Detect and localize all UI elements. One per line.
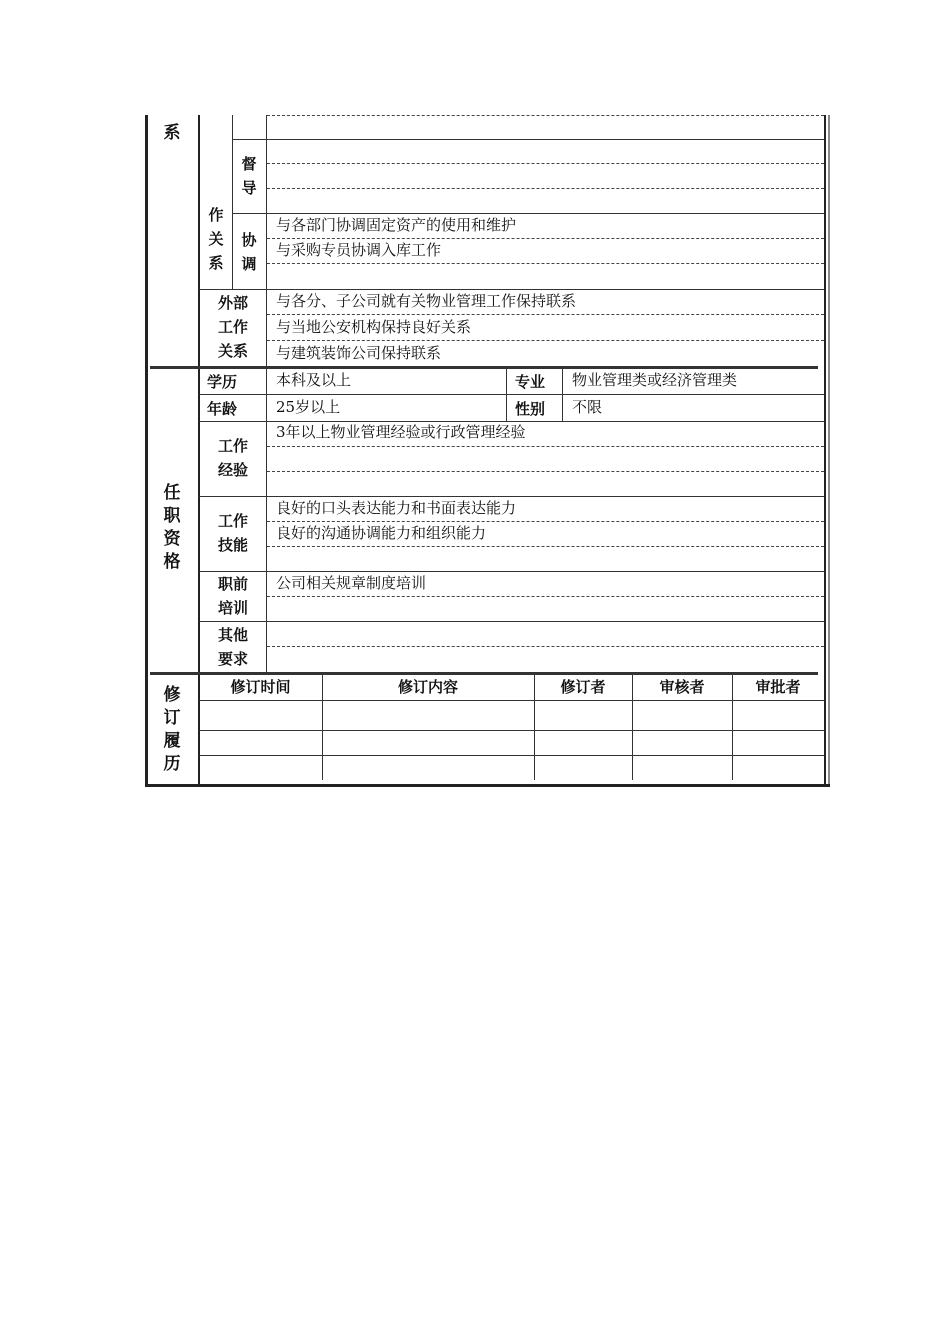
dashed-line	[267, 646, 824, 647]
external-item: 与当地公安机构保持良好关系	[276, 318, 472, 336]
row-line	[199, 755, 824, 756]
external-relations-label: 外部 工作 关系	[217, 294, 248, 360]
outer-right-shadow	[828, 115, 830, 787]
dashed-line	[267, 340, 824, 341]
section-relations-label: 系	[163, 123, 181, 143]
row-line	[199, 730, 824, 731]
row-line	[199, 700, 824, 701]
dashed-line	[267, 471, 824, 472]
section-qualifications-label: 任 职 资 格	[163, 483, 181, 572]
revision-header-reviewer: 审核者	[659, 678, 705, 696]
row-line	[199, 621, 824, 622]
separator-relations-qualifications	[150, 366, 818, 369]
dashed-line	[267, 446, 824, 447]
row-line	[199, 571, 824, 572]
row-line	[199, 289, 824, 290]
outer-bottom-border	[145, 784, 830, 787]
experience-item: 3年以上物业管理经验或行政管理经验	[276, 423, 526, 441]
coordinate-item: 与各部门协调固定资产的使用和维护	[276, 216, 517, 234]
external-item: 与各分、子公司就有关物业管理工作保持联系	[276, 292, 577, 310]
internal-relations-label: 作 关 系	[208, 206, 224, 272]
internal-subcolumn-line	[232, 115, 233, 289]
coordinate-label: 协 调	[241, 231, 257, 273]
revision-header-reviser: 修订者	[560, 678, 606, 696]
revision-header-content: 修订内容	[397, 678, 458, 696]
content-column-line	[266, 368, 267, 672]
education-value: 本科及以上	[276, 371, 352, 389]
dashed-line	[267, 163, 824, 164]
dashed-line	[267, 596, 824, 597]
dashed-line	[267, 314, 824, 315]
major-label: 专业	[515, 373, 546, 391]
separator-qualifications-revision	[150, 672, 818, 675]
gender-label: 性别	[515, 400, 546, 418]
training-item: 公司相关规章制度培训	[276, 574, 427, 592]
age-label: 年龄	[207, 400, 238, 418]
row-line	[232, 139, 824, 140]
skills-label: 工作 技能	[217, 512, 248, 554]
training-label: 职前 培训	[217, 575, 248, 617]
gender-value: 不限	[572, 398, 603, 416]
dashed-line	[267, 188, 824, 189]
experience-label: 工作 经验	[217, 437, 248, 479]
coordinate-item: 与采购专员协调入库工作	[276, 241, 442, 259]
skills-item: 良好的口头表达能力和书面表达能力	[276, 499, 517, 517]
row-line	[199, 394, 824, 395]
external-item: 与建筑装饰公司保持联系	[276, 344, 442, 362]
other-label: 其他 要求	[217, 626, 248, 668]
dashed-line	[267, 115, 824, 116]
row-line	[232, 213, 824, 214]
content-column-line	[266, 115, 267, 368]
outer-right-border	[824, 115, 826, 787]
supervise-label: 督 导	[241, 155, 257, 197]
revision-header-time: 修订时间	[230, 678, 291, 696]
section-revision-label: 修 订 履 历	[163, 685, 181, 774]
revision-header-approver: 审批者	[755, 678, 801, 696]
age-value: 25岁以上	[276, 398, 341, 416]
dashed-line	[267, 238, 824, 239]
major-value: 物业管理类或经济管理类	[572, 371, 738, 389]
skills-item: 良好的沟通协调能力和组织能力	[276, 524, 487, 542]
dashed-line	[267, 546, 824, 547]
dashed-line	[267, 263, 824, 264]
education-label: 学历	[207, 373, 238, 391]
dashed-line	[267, 521, 824, 522]
outer-left-border	[145, 115, 148, 787]
row-line	[199, 496, 824, 497]
